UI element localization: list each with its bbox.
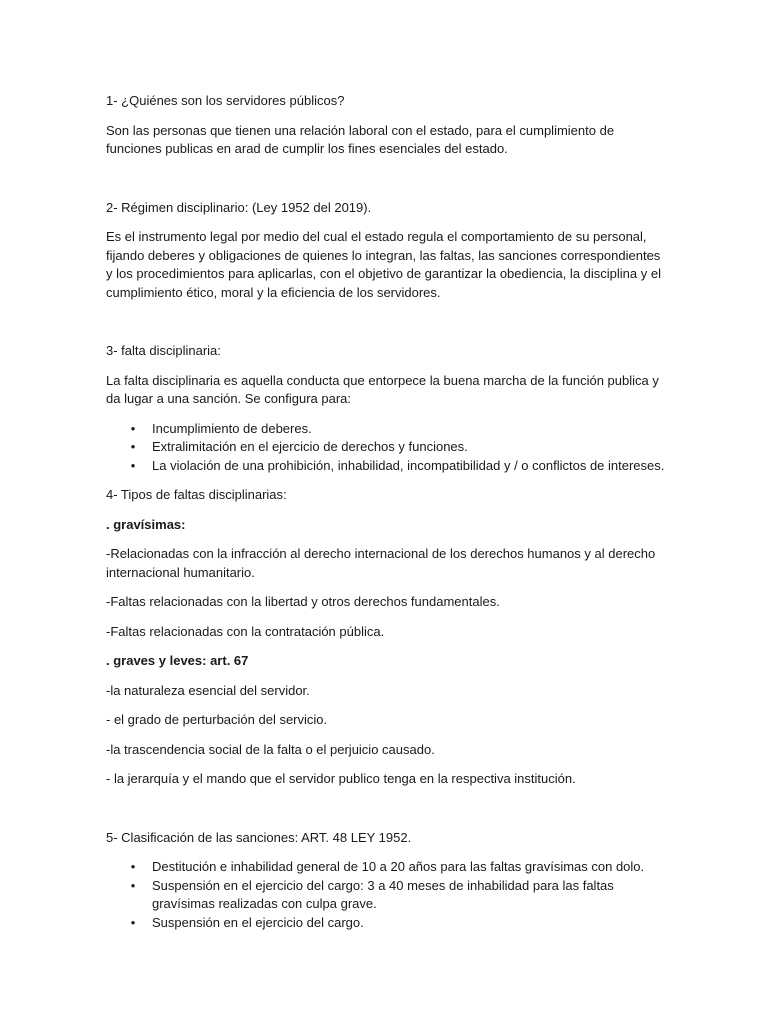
section-1-body: Son las personas que tienen una relación laboral con el estado, para el cumplimiento de funciones publicas en arad de cumplir los fines esenciales del estado. xyxy=(106,122,615,156)
section-4-item: -Faltas relacionadas con la libertad y otros derechos fundamentales. xyxy=(106,594,500,609)
section-4-item: -la naturaleza esencial del servidor. xyxy=(106,682,310,698)
section-4-item: - la jerarquía y el mando que el servidor publico tenga en la respectiva institución. xyxy=(106,771,576,786)
spacer xyxy=(106,313,666,342)
list-item-text: Suspensión en el ejercicio del cargo. xyxy=(152,914,364,930)
section-4-subheading-gravisimas: . gravísimas: xyxy=(106,516,186,532)
bullet-icon: • xyxy=(130,420,136,436)
bullet-icon: • xyxy=(130,439,136,454)
list-item-text: La violación de una prohibición, inhabilidad, incompatibilidad y / o conflictos de intereses. xyxy=(152,457,665,473)
list-item-text: Incumplimiento de deberes. xyxy=(152,420,312,436)
section-4-item: - el grado de perturbación del servicio. xyxy=(106,712,328,727)
section-2-body: Es el instrumento legal por medio del cual el estado regula el comportamiento de su personal, fijando deberes y obligaciones de quienes lo integran, las faltas, las sanciones correspondientes y los procedimientos para aplicarlas, con el objetivo de garantizar la obediencia, la disciplina y el cumplimiento ético, moral y la eficiencia de los servidores. xyxy=(106,229,661,300)
spacer xyxy=(106,800,666,829)
list-item xyxy=(106,858,666,877)
section-2-heading: 2- Régimen disciplinario: (Ley 1952 del 2019). xyxy=(106,199,372,215)
section-4-subheading-graves-leves: . graves y leves: art. 67 xyxy=(106,653,249,668)
document-page xyxy=(106,92,666,943)
list-item xyxy=(106,438,666,457)
bullet-icon: • xyxy=(130,914,136,930)
section-3-heading: 3- falta disciplinaria: xyxy=(106,343,221,358)
bullet-icon: • xyxy=(130,877,136,893)
spacer xyxy=(106,170,666,199)
section-4-item: -Relacionadas con la infracción al derecho internacional de los derechos humanos y al derecho internacional humanitario. xyxy=(106,546,656,580)
section-4-item: -la trascendencia social de la falta o el perjuicio causado. xyxy=(106,741,435,757)
list-item-text: Extralimitación en el ejercicio de derechos y funciones. xyxy=(152,439,468,454)
section-3-body: La falta disciplinaria es aquella conducta que entorpece la buena marcha de la función publica y da lugar a una sanción. Se configura para: xyxy=(106,372,659,406)
section-4-item: -Faltas relacionadas con la contratación pública. xyxy=(106,623,385,639)
section-1-heading: 1- ¿Quiénes son los servidores públicos? xyxy=(106,93,345,108)
list-item xyxy=(106,914,666,933)
list-item xyxy=(106,877,666,914)
bullet-icon: • xyxy=(130,859,136,874)
section-5-heading: 5- Clasificación de las sanciones: ART. 48 LEY 1952. xyxy=(106,829,412,845)
list-item xyxy=(106,457,666,476)
list-item-text: Destitución e inhabilidad general de 10 a 20 años para las faltas gravísimas con dolo. xyxy=(152,859,645,874)
section-4-heading: 4- Tipos de faltas disciplinarias: xyxy=(106,487,287,502)
list-item-text: Suspensión en el ejercicio del cargo: 3 a 40 meses de inhabilidad para las faltas gravísimas realizadas con culpa grave. xyxy=(152,877,614,911)
list-item xyxy=(106,420,666,439)
section-5-bullet-list xyxy=(106,858,666,932)
section-3-bullet-list xyxy=(106,420,666,476)
bullet-icon: • xyxy=(130,457,136,473)
